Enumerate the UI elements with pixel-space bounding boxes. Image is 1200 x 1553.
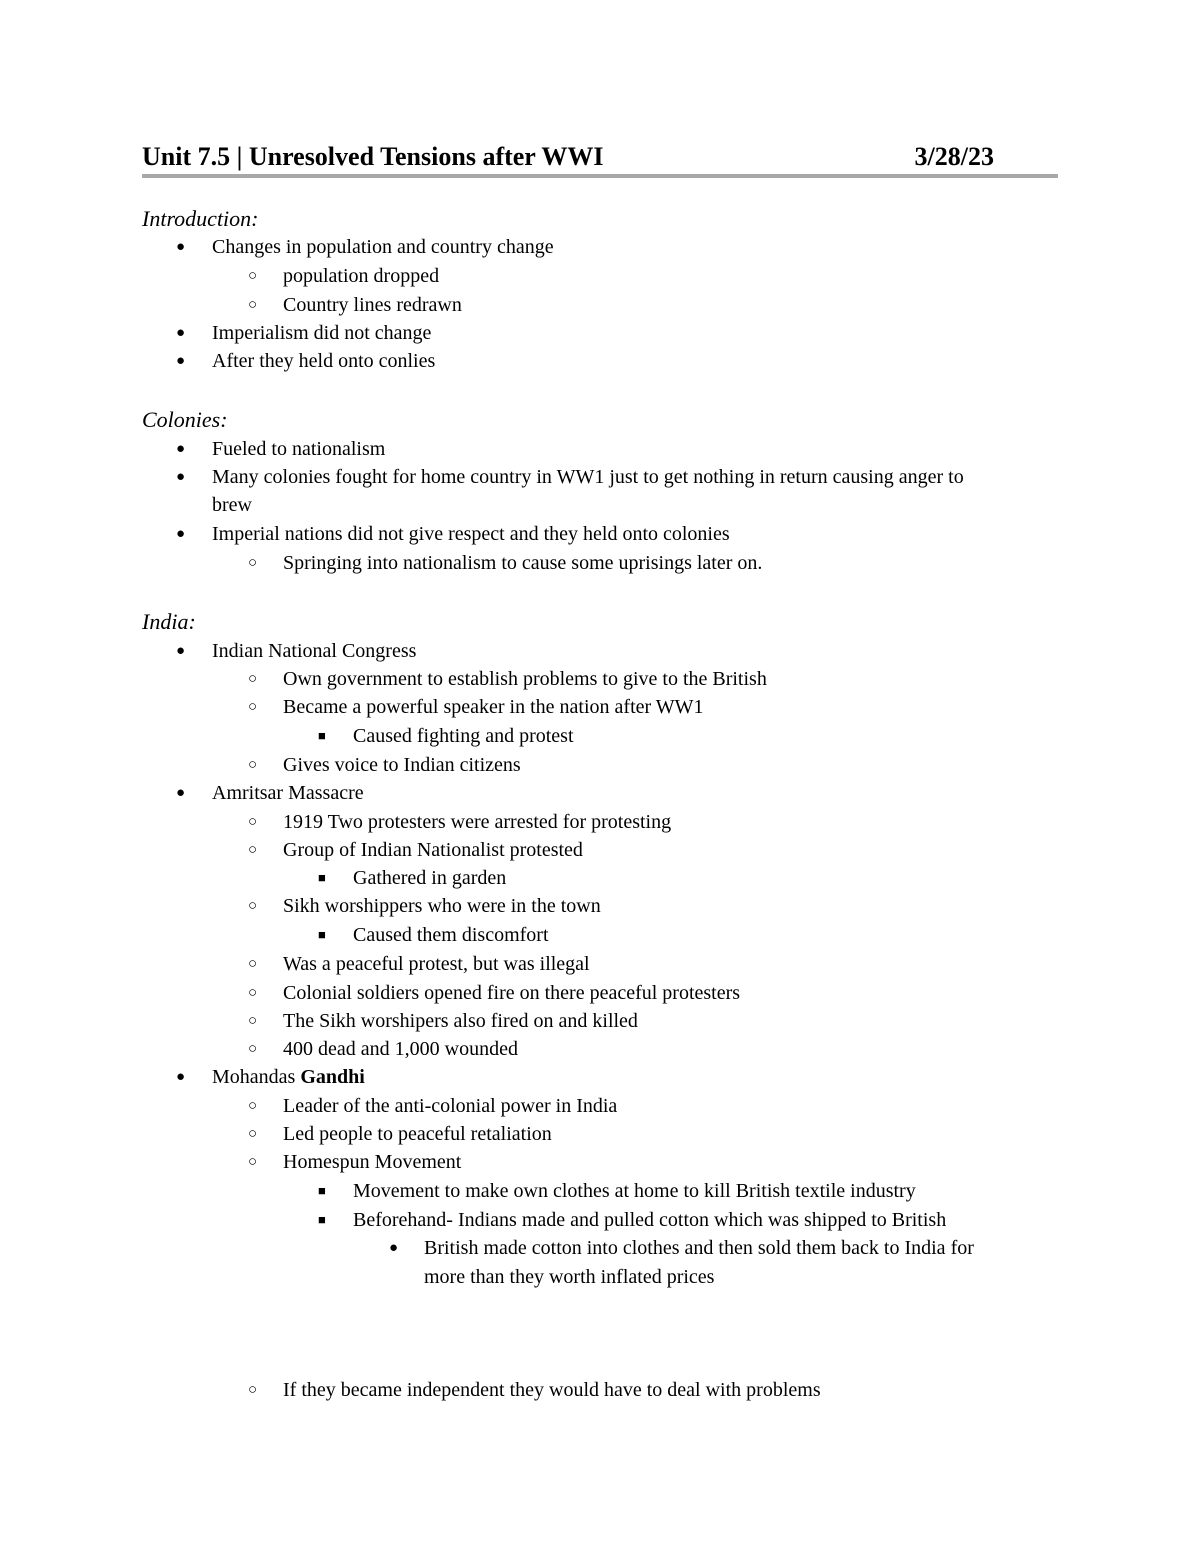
section-heading-india: India:: [142, 609, 196, 634]
list-item: Fueled to nationalism: [212, 438, 386, 460]
square-bullet-icon: ■: [318, 728, 326, 743]
list-item: Amritsar Massacre: [212, 782, 364, 804]
filled-bullet-icon: ●: [176, 1069, 186, 1085]
list-item: Changes in population and country change: [212, 236, 554, 258]
list-item: Imperialism did not change: [212, 322, 432, 344]
filled-bullet-icon: ●: [176, 325, 186, 341]
list-item: Gathered in garden: [353, 867, 507, 889]
list-item: Own government to establish problems to give to the British: [283, 668, 767, 690]
filled-bullet-icon: ●: [176, 469, 186, 485]
list-item: Many colonies fought for home country in WW1 just to get nothing in return causing anger to: [212, 466, 964, 488]
list-item: 1919 Two protesters were arrested for protesting: [283, 811, 672, 833]
hollow-bullet-icon: ○: [248, 671, 258, 687]
hollow-bullet-icon: ○: [248, 268, 258, 284]
list-item: Beforehand- Indians made and pulled cotton which was shipped to British: [353, 1209, 947, 1231]
list-item: Caused fighting and protest: [353, 725, 574, 747]
hollow-bullet-icon: ○: [248, 1013, 258, 1029]
list-item: Leader of the anti-colonial power in India: [283, 1095, 618, 1117]
list-item: After they held onto conlies: [212, 350, 436, 372]
list-item: Springing into nationalism to cause some uprisings later on.: [283, 552, 763, 574]
filled-bullet-icon: ●: [176, 239, 186, 255]
list-item: Colonial soldiers opened fire on there peaceful protesters: [283, 982, 741, 1004]
list-item: Imperial nations did not give respect and they held onto colonies: [212, 523, 730, 545]
hollow-bullet-icon: ○: [248, 297, 258, 313]
hollow-bullet-icon: ○: [248, 555, 258, 571]
square-bullet-icon: ■: [318, 870, 326, 885]
square-bullet-icon: ■: [318, 1183, 326, 1198]
hollow-bullet-icon: ○: [248, 1098, 258, 1114]
list-item: 400 dead and 1,000 wounded: [283, 1038, 518, 1060]
filled-bullet-icon: ●: [176, 526, 186, 542]
list-item: Sikh worshippers who were in the town: [283, 895, 601, 917]
square-bullet-icon: ■: [318, 927, 326, 942]
hollow-bullet-icon: ○: [248, 956, 258, 972]
list-item: Homespun Movement: [283, 1151, 462, 1173]
list-item: Group of Indian Nationalist protested: [283, 839, 583, 861]
list-item: Indian National Congress: [212, 640, 417, 662]
filled-bullet-icon: ●: [176, 353, 186, 369]
hollow-bullet-icon: ○: [248, 985, 258, 1001]
filled-bullet-icon: ●: [176, 441, 186, 457]
list-item-continuation: more than they worth inflated prices: [424, 1266, 715, 1288]
list-item: Gives voice to Indian citizens: [283, 754, 521, 776]
list-item: Led people to peaceful retaliation: [283, 1123, 552, 1145]
hollow-bullet-icon: ○: [248, 842, 258, 858]
section-heading-colonies: Colonies:: [142, 407, 228, 432]
hollow-bullet-icon: ○: [248, 898, 258, 914]
hollow-bullet-icon: ○: [248, 1041, 258, 1057]
list-item: population dropped: [283, 265, 440, 287]
gandhi-name: Gandhi: [300, 1066, 365, 1088]
square-bullet-icon: ■: [318, 1212, 326, 1227]
page-date: 3/28/23: [914, 142, 994, 171]
list-item-continuation: brew: [212, 494, 252, 516]
filled-bullet-icon: ●: [176, 785, 186, 801]
section-heading-introduction: Introduction:: [142, 206, 259, 231]
header-divider: [142, 174, 1058, 178]
hollow-bullet-icon: ○: [248, 757, 258, 773]
list-item: Caused them discomfort: [353, 924, 549, 946]
hollow-bullet-icon: ○: [248, 1126, 258, 1142]
hollow-bullet-icon: ○: [248, 699, 258, 715]
list-item: Became a powerful speaker in the nation after WW1: [283, 696, 704, 718]
list-item-text: Mohandas: [212, 1066, 301, 1088]
list-item: British made cotton into clothes and then sold them back to India for: [424, 1237, 974, 1259]
list-item: Movement to make own clothes at home to kill British textile industry: [353, 1180, 916, 1202]
list-item: If they became independent they would have to deal with problems: [283, 1379, 821, 1401]
list-item: The Sikh worshipers also fired on and killed: [283, 1010, 638, 1032]
page-title: Unit 7.5 | Unresolved Tensions after WWI: [142, 142, 604, 171]
list-item: Was a peaceful protest, but was illegal: [283, 953, 590, 975]
hollow-bullet-icon: ○: [248, 814, 258, 830]
hollow-bullet-icon: ○: [248, 1382, 258, 1398]
hollow-bullet-icon: ○: [248, 1154, 258, 1170]
list-item: Country lines redrawn: [283, 294, 462, 316]
filled-bullet-icon: ●: [176, 643, 186, 659]
list-item: [212, 1063, 365, 1091]
filled-bullet-icon: ●: [389, 1240, 399, 1256]
